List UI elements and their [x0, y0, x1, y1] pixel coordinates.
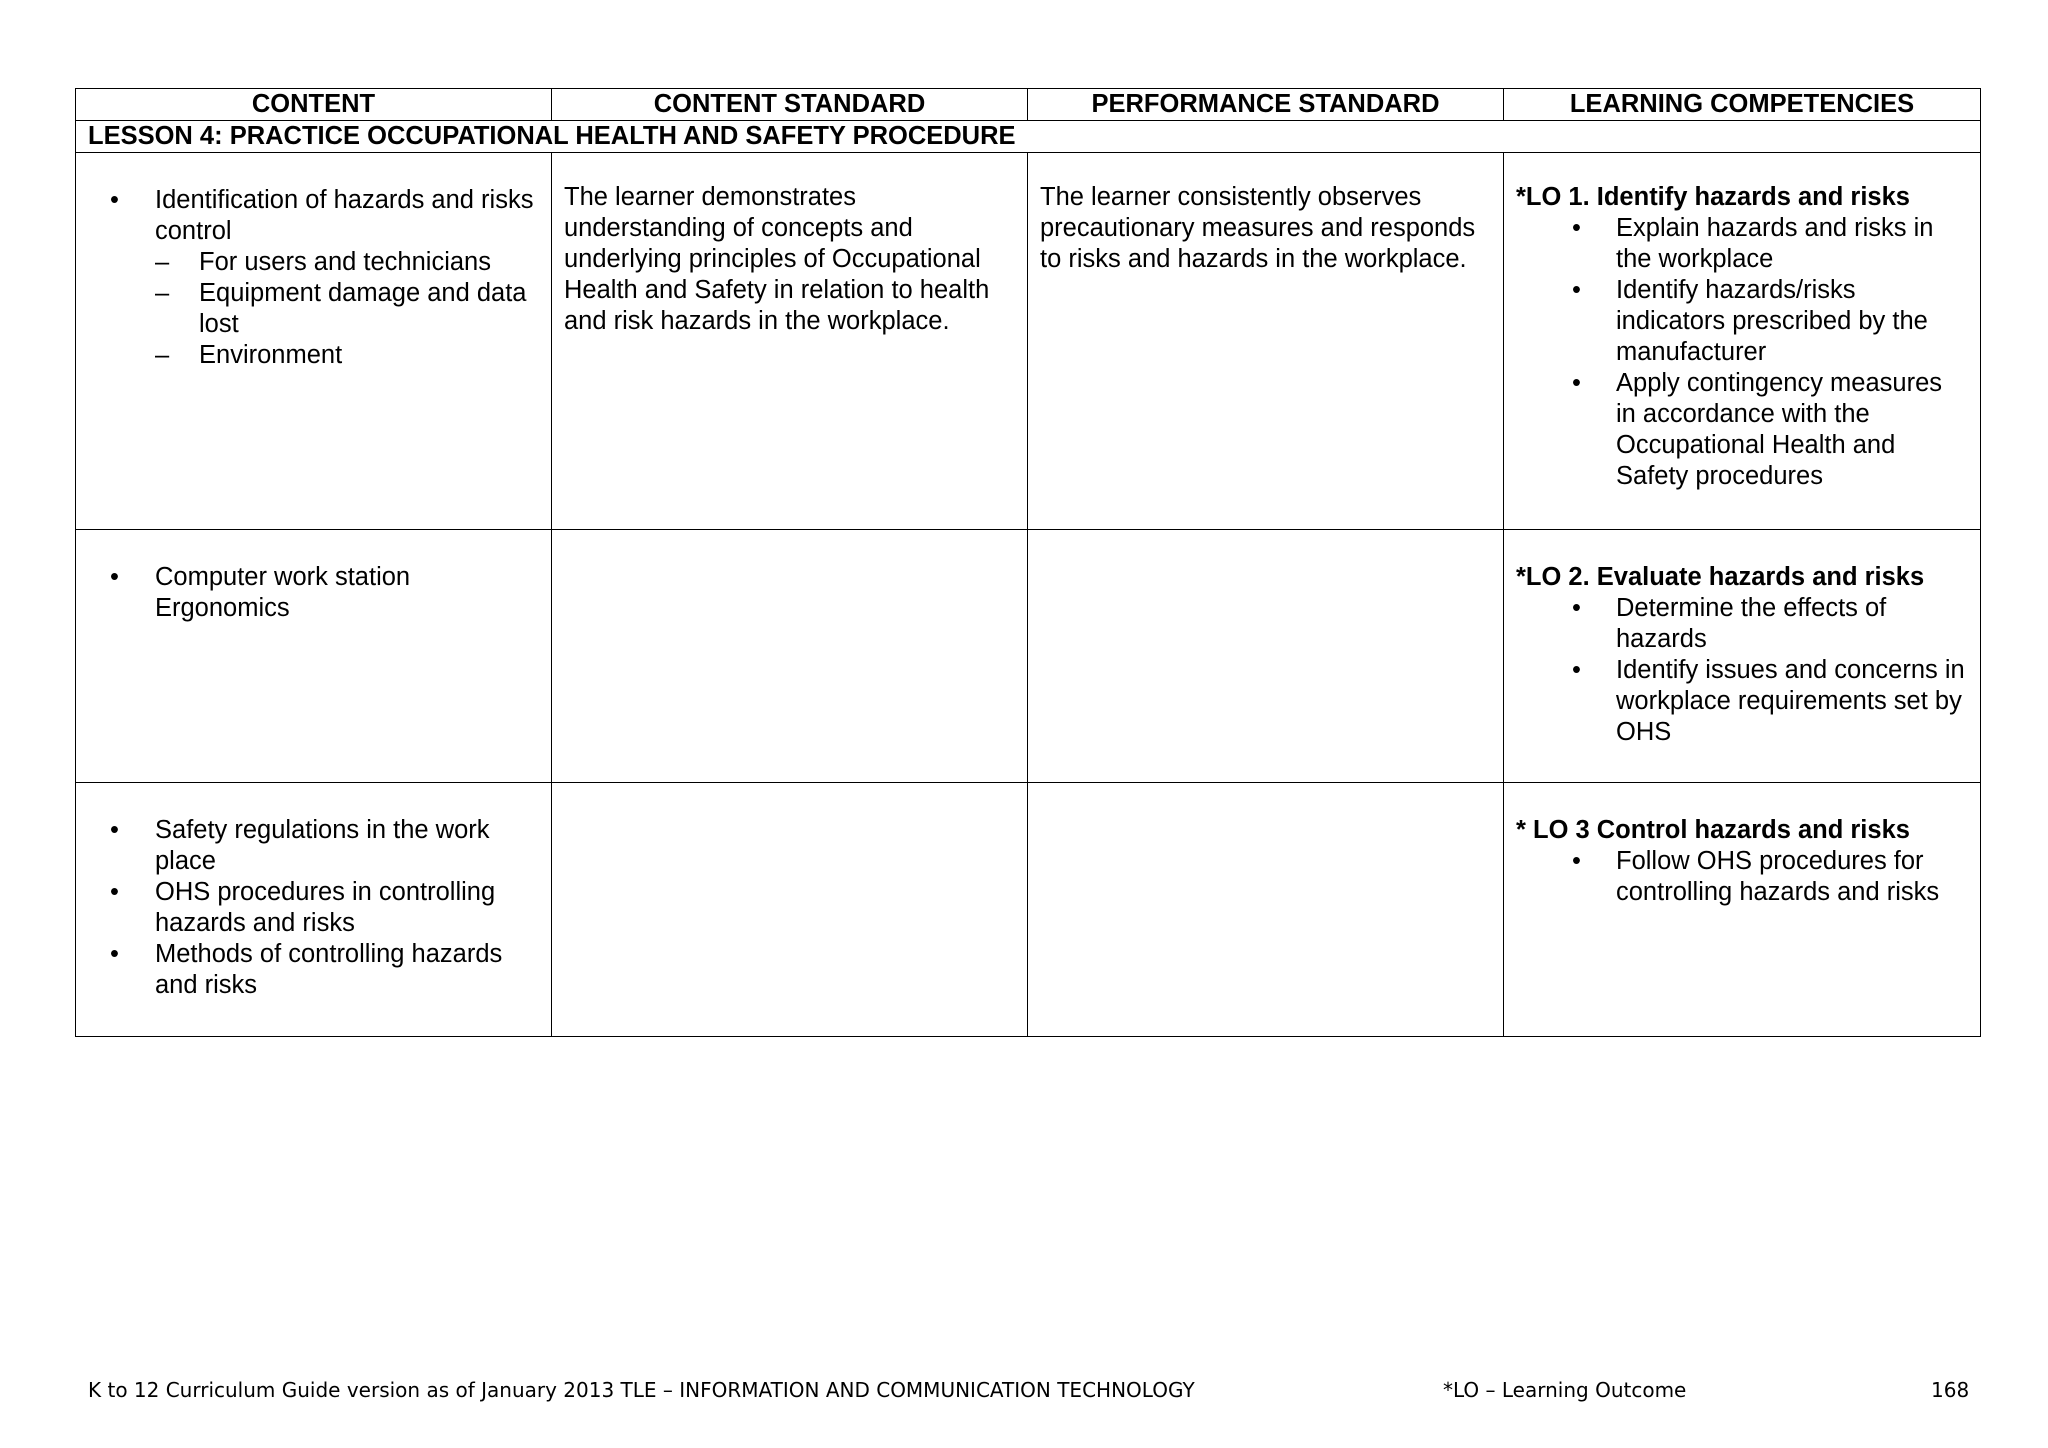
performance-standard-cell	[1028, 783, 1504, 1037]
content-item: • Safety regulations in the work place	[155, 815, 539, 877]
lo-item: • Identify issues and concerns in workplace requirements set by OHS	[1616, 655, 1968, 748]
content-subitem: – Equipment damage and data lost	[199, 278, 539, 340]
lo-item: • Identify hazards/risks indicators prescribed by the manufacturer	[1616, 275, 1968, 368]
content-item: • Methods of controlling hazards and risks	[155, 939, 539, 1001]
content-cell	[76, 783, 552, 1037]
footer-document-title: K to 12 Curriculum Guide version as of January 2013 TLE – INFORMATION AND COMMUNICATION TECHNOLOGY	[88, 1378, 1195, 1402]
header-row	[76, 89, 1981, 121]
content-standard-cell	[552, 783, 1028, 1037]
lo-title: *LO 2. Evaluate hazards and risks	[1516, 563, 1925, 591]
learning-competencies-cell	[1504, 530, 1981, 783]
content-item: • OHS procedures in controlling hazards and risks	[155, 877, 539, 939]
learning-competencies-cell	[1504, 153, 1981, 530]
performance-standard-cell	[1028, 153, 1504, 530]
content-standard-cell	[552, 153, 1028, 530]
page-number: 168	[1931, 1378, 1970, 1402]
content-cell	[76, 153, 552, 530]
performance-standard-text: The learner consistently observes precautionary measures and responds to risks and hazards in the workplace.	[1040, 183, 1476, 273]
lo-title: * LO 3 Control hazards and risks	[1516, 816, 1910, 844]
content-standard-text: The learner demonstrates understanding of concepts and underlying principles of Occupational Health and Safety in relation to health and risk hazards in the workplace.	[564, 183, 990, 335]
footer-lo-legend: *LO – Learning Outcome	[1443, 1378, 1687, 1402]
content-item: • Computer work station Ergonomics	[155, 562, 539, 624]
content-subitem: – For users and technicians	[199, 247, 539, 278]
header-content: CONTENT	[76, 89, 552, 121]
lesson-title: LESSON 4: PRACTICE OCCUPATIONAL HEALTH AND SAFETY PROCEDURE	[76, 121, 1981, 153]
lo-item: • Apply contingency measures in accordance with the Occupational Health and Safety procedures	[1616, 368, 1968, 492]
content-subitem: – Environment	[199, 340, 539, 371]
content-standard-cell	[552, 530, 1028, 783]
header-learning-competencies: LEARNING COMPETENCIES	[1504, 89, 1981, 121]
table-row	[76, 153, 1981, 530]
lo-item: • Explain hazards and risks in the workplace	[1616, 213, 1968, 275]
header-performance-standard: PERFORMANCE STANDARD	[1028, 89, 1504, 121]
content-cell	[76, 530, 552, 783]
lo-item: • Determine the effects of hazards	[1616, 593, 1968, 655]
performance-standard-cell	[1028, 530, 1504, 783]
table-row	[76, 530, 1981, 783]
curriculum-table	[75, 88, 1981, 1037]
header-content-standard: CONTENT STANDARD	[552, 89, 1028, 121]
lo-item: • Follow OHS procedures for controlling hazards and risks	[1616, 846, 1968, 908]
table-row	[76, 783, 1981, 1037]
lesson-row	[76, 121, 1981, 153]
learning-competencies-cell	[1504, 783, 1981, 1037]
lo-title: *LO 1. Identify hazards and risks	[1516, 183, 1910, 211]
content-item: • Identification of hazards and risks control – For users and technicians – Equipment damage and data lost – Environment	[155, 185, 539, 371]
